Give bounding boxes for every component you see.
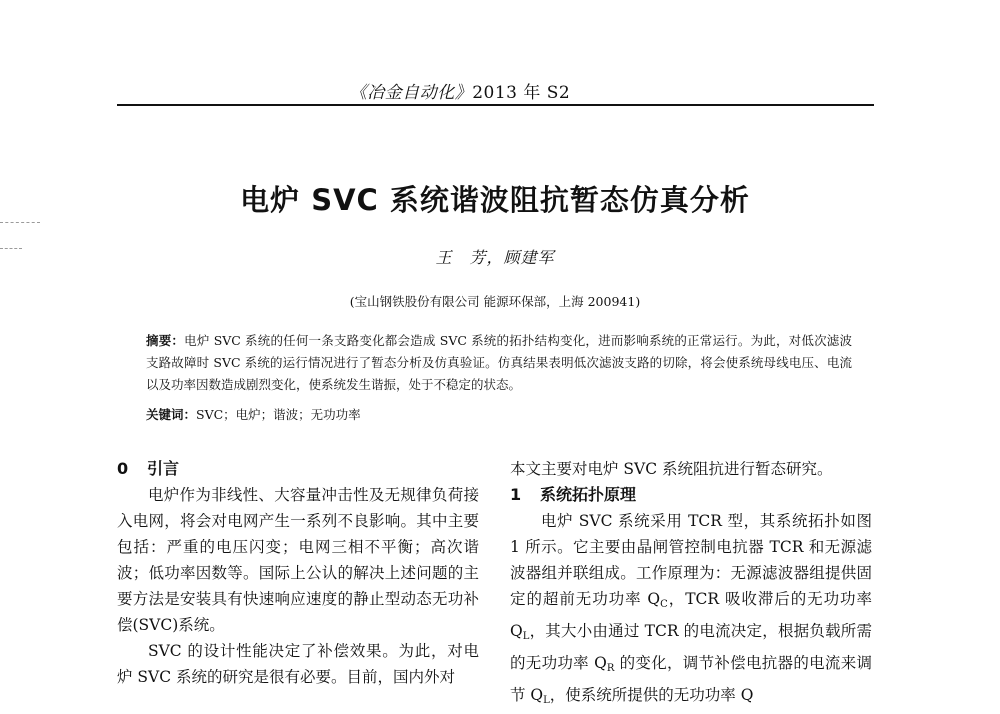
subscript: L (522, 631, 530, 642)
keywords (146, 404, 852, 426)
abstract-text: 电炉 SVC 系统的任何一条支路变化都会造成 SVC 系统的拓扑结构变化，进而影响系统的正常运行。为此，对低次滤波支路故障时 SVC 系统的运行情况进行了暂态分析及仿真验证。仿真结果表明低次滤波支路的切除，将会使系统母线电压、电流以及功率因数造成剧烈变化，使系统发生谐振，处于不稳定的状态。 (146, 333, 852, 392)
keywords-text: SVC；电炉；谐波；无功功率 (196, 407, 361, 422)
paragraph-lead: 本文主要对电炉 SVC 系统阻抗进行暂态研究。 (510, 460, 833, 478)
subscript: C (660, 599, 668, 610)
paragraph (510, 508, 872, 714)
subscript: R (606, 663, 615, 674)
section-heading-introduction (117, 456, 479, 482)
keywords-label: 关键词： (146, 407, 197, 422)
text-run: ，其大小由通过 TCR 的电流决定，根据负载所需的无功功率 Q (510, 622, 872, 672)
text-run: 电炉 SVC 系统采用 TCR 型，其系统拓扑如图 1 所示。它主要由晶闸管控制电抗器 TCR 和无源滤波器组并联组成。工作原理为：无源滤波器组提供固定的超前无功功率 Q (510, 512, 872, 608)
subscript: L (543, 695, 550, 706)
scan-edge-mark-2 (0, 248, 22, 249)
section-title: 系统拓扑原理 (540, 485, 637, 504)
text-run: ，使系统所提供的无功功率 Q (549, 686, 754, 704)
author-affiliation: (宝山钢铁股份有限公司 能源环保部，上海 200941) (349, 294, 641, 309)
text-run: 的变化，调节补偿电抗器的电流来调节 Q (510, 654, 872, 704)
right-column (510, 456, 872, 714)
journal-header (320, 78, 600, 103)
abstract-label: 摘要： (146, 333, 185, 348)
header-rule (117, 104, 874, 106)
paragraph: 电炉作为非线性、大容量冲击性及无规律负荷接入电网，将会对电网产生一系列不良影响。其中主要包括：严重的电压闪变；电网三相不平衡；高次谐波；低功率因数等。国际上公认的解决上述问题的主要方法是安装具有快速响应速度的静止型动态无功补偿(SVC)系统。 (117, 486, 479, 634)
section-title: 引言 (147, 459, 180, 478)
left-column (117, 456, 479, 690)
paragraph: SVC 的设计性能决定了补偿效果。为此，对电炉 SVC 系统的研究是很有必要。目前，国内外对 (117, 642, 479, 686)
journal-name: 《冶金自动化》 (349, 83, 473, 103)
paper-title: 电炉 SVC 系统谐波阻抗暂态仿真分析 (240, 183, 750, 217)
section-number: 1 (510, 485, 522, 504)
scan-edge-mark (0, 222, 40, 223)
paper-authors: 王 芳，顾建军 (435, 248, 555, 267)
section-heading-topology (510, 482, 872, 508)
section-number: 0 (117, 459, 129, 478)
text-run: ，TCR 吸收滞后的无功功率 Q (510, 590, 873, 640)
journal-issue: 2013 年 S2 (472, 83, 571, 103)
abstract (146, 330, 852, 396)
